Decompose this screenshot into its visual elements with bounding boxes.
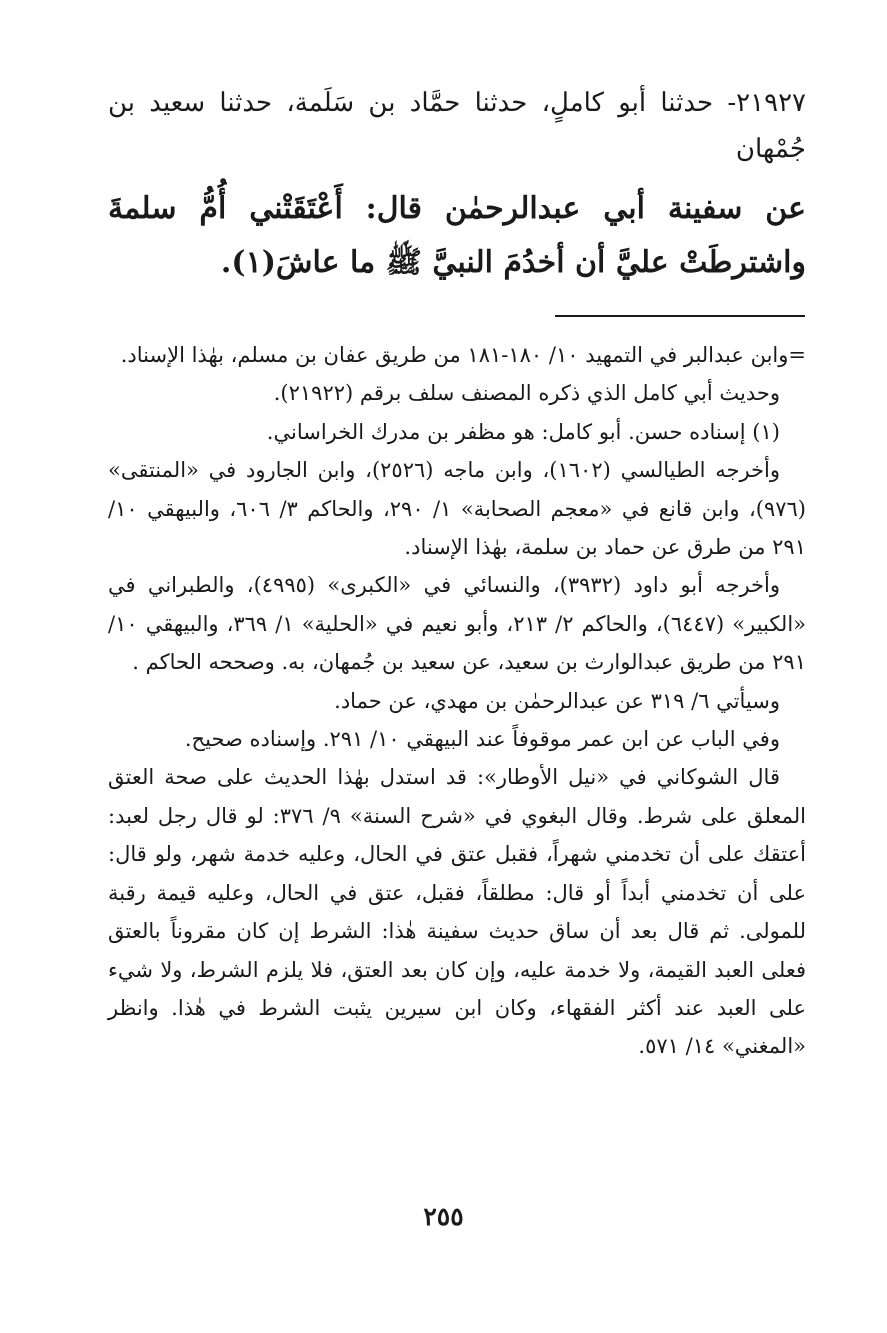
footnote-paragraph: وأخرجه أبو داود (٣٩٣٢)، والنسائي في «الكبرى» (٤٩٩٥)، والطبراني في «الكبير» (٦٤٤٧)، والحاكم ٢/ ٢١٣، وأبو نعيم في «الحلية» ١/ ٣٦٩، والبيهقي ١٠/ ٢٩١ من طريق عبدالوارث بن سعيد، عن سعيد بن جُمهان، به. وصححه الحاكم . — [108, 573, 806, 675]
page-number: ٢٥٥ — [423, 1202, 464, 1231]
footnote-paragraph: وسيأتي ٦/ ٣١٩ عن عبدالرحمٰن بن مهدي، عن حماد. — [334, 688, 780, 713]
hadith-matn: عن سفينة أبي عبدالرحمٰن قال: أَعْتَقَتْني أُمُّ سلمةَ واشترطَتْ عليَّ أن أخدُمَ النبيَّ ﷺ ما عاشَ(١). — [108, 191, 806, 280]
footnote-paragraph: وأخرجه الطيالسي (١٦٠٢)، وابن ماجه (٢٥٢٦)، وابن الجارود في «المنتقى» (٩٧٦)، وابن قانع في «معجم الصحابة» ١/ ٢٩٠، والحاكم ٣/ ٦٠٦، والبيهقي ١٠/ ٢٩١ من طرق عن حماد بن سلمة، بهٰذا الإسناد. — [108, 458, 806, 560]
hadith-isnad: ٢١٩٢٧- حدثنا أبو كاملٍ، حدثنا حمَّاد بن سَلَمة، حدثنا سعيد بن جُمْهان — [108, 88, 806, 164]
footnote-paragraph: (١) إسناده حسن. أبو كامل: هو مظفر بن مدرك الخراساني. — [266, 419, 780, 444]
footnote-paragraph: وفي الباب عن ابن عمر موقوفاً عند البيهقي ١٠/ ٢٩١. وإسناده صحيح. — [184, 727, 780, 752]
footnote-paragraph: قال الشوكاني في «نيل الأوطار»: قد استدل بهٰذا الحديث على صحة العتق المعلق على شرط. وقال البغوي في «شرح السنة» ٩/ ٣٧٦: لو قال رجل لعبد: أعتقك على أن تخدمني شهراً، فقبل عتق في الحال، وعليه خدمة شهر، ولو قال: على أن تخدمني أبداً أو قال: مطلقاً، فقبل، عتق في الحال، وعليه قيمة رقبة للمولى. ثم قال بعد أن ساق حديث سفينة هٰذا: الشرط إن كان مقروناً بالعتق فعلى العبد القيمة، ولا خدمة عليه، وإن كان بعد العتق، فلا يلزم الشرط، ولا شيء على العبد عند أكثر الفقهاء، وكان ابن سيرين يثبت الشرط في هٰذا. وانظر «المغني» ١٤/ ٥٧١. — [108, 765, 806, 1059]
footnote-paragraph: وحديث أبي كامل الذي ذكره المصنف سلف برقم (٢١٩٢٢). — [273, 381, 780, 406]
footnote-paragraph: =وابن عبدالبر في التمهيد ١٠/ ١٨٠-١٨١ من طريق عفان بن مسلم، بهٰذا الإسناد. — [120, 343, 806, 367]
footnotes-section — [108, 336, 806, 1066]
footnote-separator — [555, 315, 805, 317]
